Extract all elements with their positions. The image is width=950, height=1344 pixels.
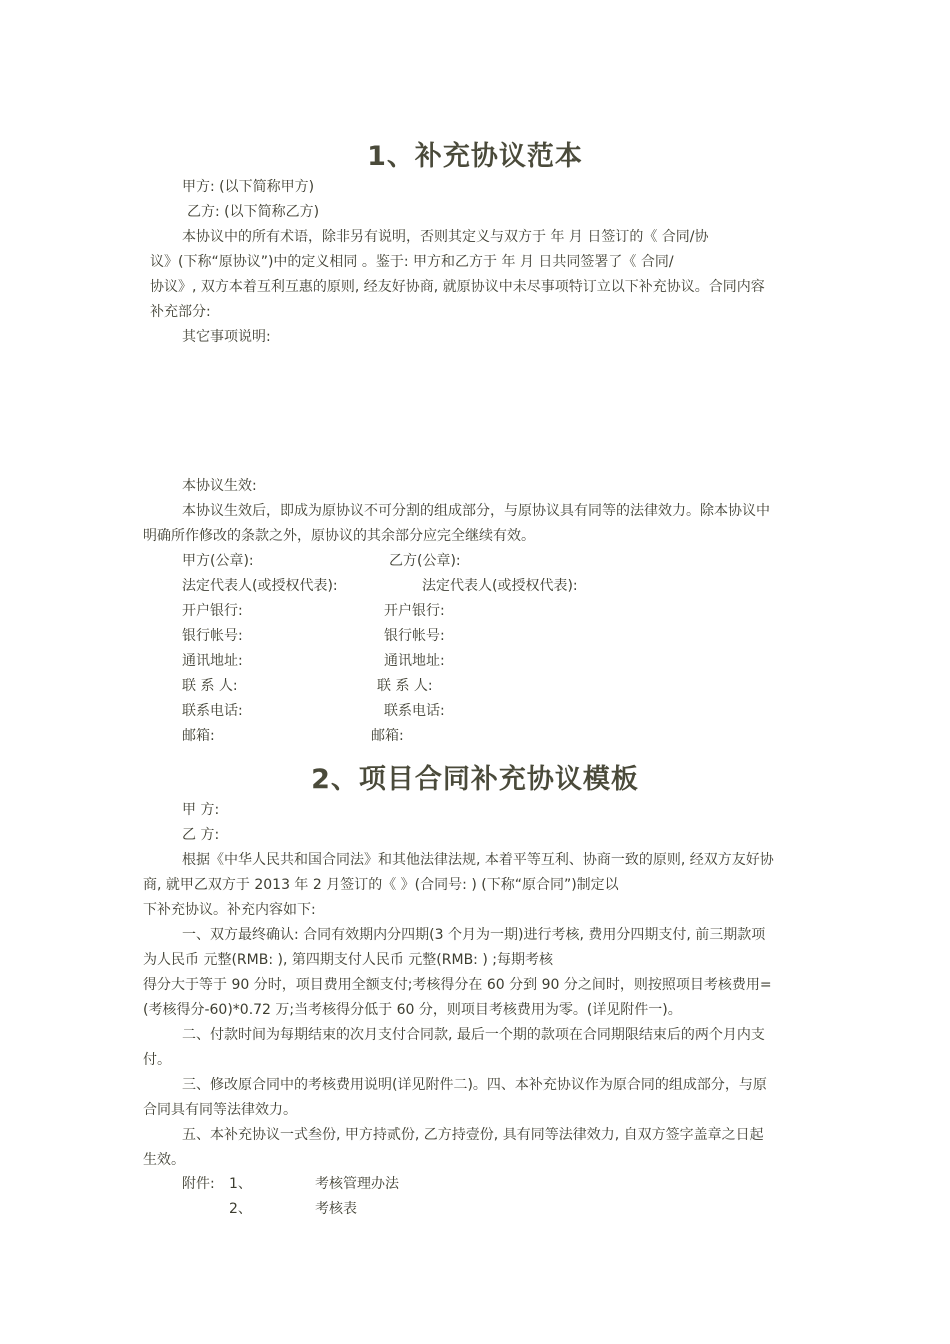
- effective-heading: 本协议生效:: [182, 478, 257, 494]
- party-a-line: 甲方: (以下简称甲方): [182, 179, 315, 195]
- paragraph-line: 商, 就甲乙双方于 2013 年 2 月签订的《 》(合同号: ) (下称“原合同”)制定以: [143, 877, 619, 893]
- sign-field-right: 邮箱:: [371, 728, 404, 744]
- party-b-line: 乙方: (以下简称乙方): [187, 204, 320, 220]
- section1-title: 1、补充协议范本: [367, 141, 583, 172]
- paragraph-line: 议》(下称“原协议”)中的定义相同 。鉴于: 甲方和乙方于 年 月 日共同签署了《 合同/: [150, 254, 674, 270]
- sign-field-right: 通讯地址:: [384, 653, 445, 669]
- paragraph-line: (考核得分-60)*0.72 万;当考核得分低于 60 分，则项目考核费用为零。(详见附件一)。: [143, 1002, 682, 1018]
- sign-field-right: 开户银行:: [384, 603, 445, 619]
- attachment-name: 考核表: [315, 1201, 357, 1217]
- party-b-line: 乙 方:: [182, 827, 220, 843]
- section2-title: 2、项目合同补充协议模板: [311, 764, 639, 795]
- paragraph-line: 协议》, 双方本着互利互惠的原则, 经友好协商, 就原协议中未尽事项特订立以下补充协议。合同内容: [150, 279, 765, 295]
- party-a-line: 甲 方:: [182, 802, 220, 818]
- paragraph-line: 合同具有同等法律效力。: [143, 1102, 297, 1118]
- sign-field-left: 甲方(公章):: [182, 553, 254, 569]
- paragraph-line: 本协议中的所有术语，除非另有说明，否则其定义与双方于 年 月 日签订的《 合同/协: [182, 229, 709, 245]
- paragraph-line: 三、修改原合同中的考核费用说明(详见附件二)。四、本补充协议作为原合同的组成部分，与原: [182, 1077, 767, 1093]
- attachments-label: 附件:: [182, 1176, 215, 1192]
- sign-field-left: 法定代表人(或授权代表):: [182, 578, 338, 594]
- paragraph-line: 补充部分:: [150, 304, 211, 320]
- paragraph-line: 为人民币 元整(RMB: ), 第四期支付人民币 元整(RMB: ) ;每期考核: [143, 952, 553, 968]
- attachment-number: 1、: [229, 1176, 252, 1192]
- sign-field-left: 银行帐号:: [182, 628, 243, 644]
- paragraph-line: 本协议生效后，即成为原协议不可分割的组成部分，与原协议具有同等的法律效力。除本协议中: [182, 503, 770, 519]
- sign-field-left: 通讯地址:: [182, 653, 243, 669]
- paragraph-line: 下补充协议。补充内容如下:: [143, 902, 316, 918]
- other-matters-label: 其它事项说明:: [182, 329, 271, 345]
- sign-field-left: 开户银行:: [182, 603, 243, 619]
- paragraph-line: 二、付款时间为每期结束的次月支付合同款, 最后一个期的款项在合同期限结束后的两个月内支: [182, 1027, 765, 1043]
- sign-field-left: 邮箱:: [182, 728, 215, 744]
- sign-field-right: 银行帐号:: [384, 628, 445, 644]
- attachment-number: 2、: [229, 1201, 252, 1217]
- sign-field-right: 乙方(公章):: [389, 553, 461, 569]
- paragraph-line: 付。: [143, 1052, 171, 1068]
- paragraph-line: 明确所作修改的条款之外，原协议的其余部分应完全继续有效。: [143, 528, 535, 544]
- paragraph-line: 生效。: [143, 1152, 185, 1168]
- sign-field-left: 联 系 人:: [182, 678, 238, 694]
- paragraph-line: 一、双方最终确认: 合同有效期内分四期(3 个月为一期)进行考核, 费用分四期支付, 前三期款项: [182, 927, 766, 943]
- sign-field-left: 联系电话:: [182, 703, 243, 719]
- sign-field-right: 联 系 人:: [377, 678, 433, 694]
- paragraph-line: 五、本补充协议一式叁份, 甲方持贰份, 乙方持壹份, 具有同等法律效力, 自双方签字盖章之日起: [182, 1127, 764, 1143]
- sign-field-right: 联系电话:: [384, 703, 445, 719]
- paragraph-line: 得分大于等于 90 分时，项目费用全额支付;考核得分在 60 分到 90 分之间时，则按照项目考核费用=: [143, 977, 772, 993]
- sign-field-right: 法定代表人(或授权代表):: [422, 578, 578, 594]
- attachment-name: 考核管理办法: [315, 1176, 399, 1192]
- paragraph-line: 根据《中华人民共和国合同法》和其他法律法规, 本着平等互利、协商一致的原则, 经双方友好协: [182, 852, 774, 868]
